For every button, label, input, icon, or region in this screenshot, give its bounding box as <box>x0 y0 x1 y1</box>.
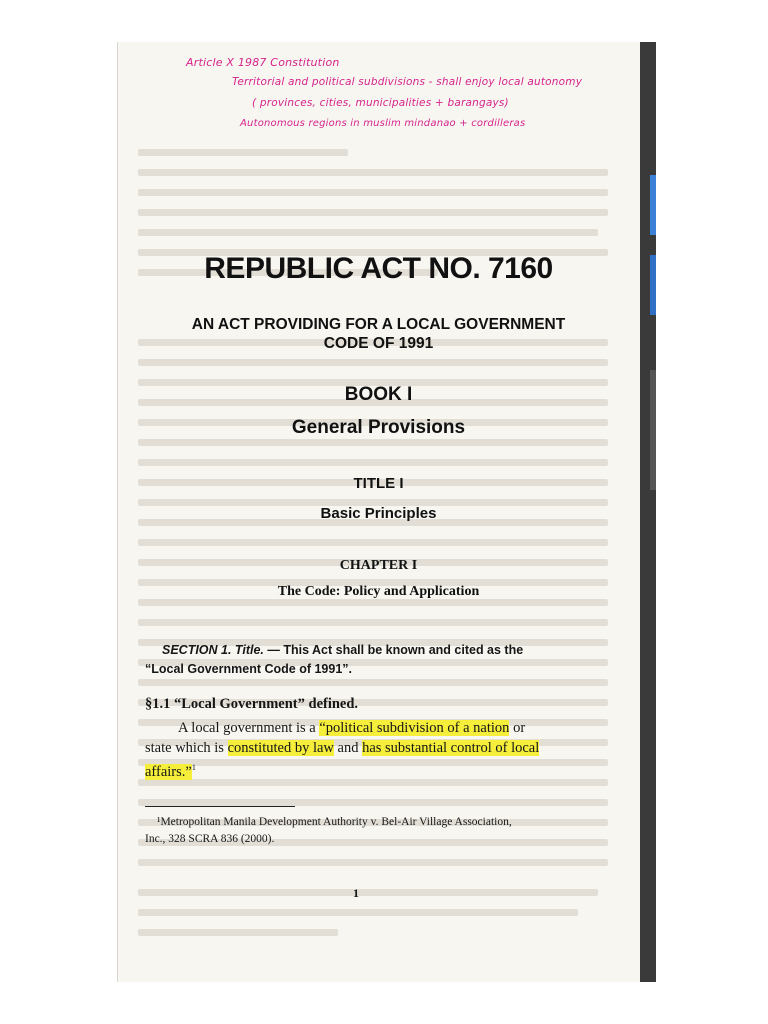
para-text-a: A local government is a <box>178 720 320 736</box>
book-name: General Provisions <box>291 417 466 438</box>
handwritten-note-3: ( provinces, cities, municipalities + barangays) <box>252 97 509 109</box>
act-subtitle-line-2: CODE OF 1991 <box>323 335 434 352</box>
sticky-tab-blue-2 <box>650 255 656 315</box>
page-number: 1 <box>353 886 359 900</box>
section-1-label: SECTION 1. Title. <box>162 643 264 657</box>
para-text-b: or <box>509 720 526 736</box>
highlight-affairs: affairs.” <box>145 763 192 780</box>
highlight-substantial-control: has substantial control of local <box>362 740 540 756</box>
footnote-line-1: ¹Metropolitan Manila Development Authority v. Bel-Air Village Association, <box>157 816 512 828</box>
para-text-c: state which is <box>145 740 228 756</box>
sticky-tab-grey <box>650 370 656 490</box>
handwritten-note-1: Article X 1987 Constitution <box>186 56 340 69</box>
show-through-text-lower <box>138 332 618 872</box>
section-1-text-1: — This Act shall be known and cited as the <box>263 643 524 657</box>
sticky-tab-blue <box>650 175 656 235</box>
handwritten-note-2: Territorial and political subdivisions - shall enjoy local autonomy <box>232 76 583 88</box>
book-label: BOOK I <box>344 384 413 405</box>
title-name: Basic Principles <box>320 505 437 522</box>
footnote-rule <box>145 806 295 807</box>
act-subtitle-line-1: AN ACT PROVIDING FOR A LOCAL GOVERNMENT <box>191 316 566 333</box>
highlight-political-subdivision: “political subdivision of a nation <box>319 720 510 736</box>
section-1 <box>145 641 602 679</box>
subsection-heading: §1.1 “Local Government” defined. <box>145 696 359 712</box>
footnote <box>145 814 585 848</box>
title-label: TITLE I <box>353 475 404 492</box>
definition-paragraph <box>145 718 585 782</box>
section-1-text-2: “Local Government Code of 1991”. <box>145 662 352 676</box>
handwritten-note-4: Autonomous regions in muslim mindanao + cordilleras <box>240 118 526 129</box>
show-through-footnote <box>138 882 618 942</box>
para-text-d: and <box>333 740 363 756</box>
highlight-constituted-by-law: constituted by law <box>227 740 334 756</box>
chapter-name: The Code: Policy and Application <box>277 584 480 599</box>
chapter-label: CHAPTER I <box>339 558 418 573</box>
act-title: REPUBLIC ACT NO. 7160 <box>204 252 553 285</box>
footnote-line-2: Inc., 328 SCRA 836 (2000). <box>145 833 275 845</box>
footnote-marker: 1 <box>191 763 196 772</box>
